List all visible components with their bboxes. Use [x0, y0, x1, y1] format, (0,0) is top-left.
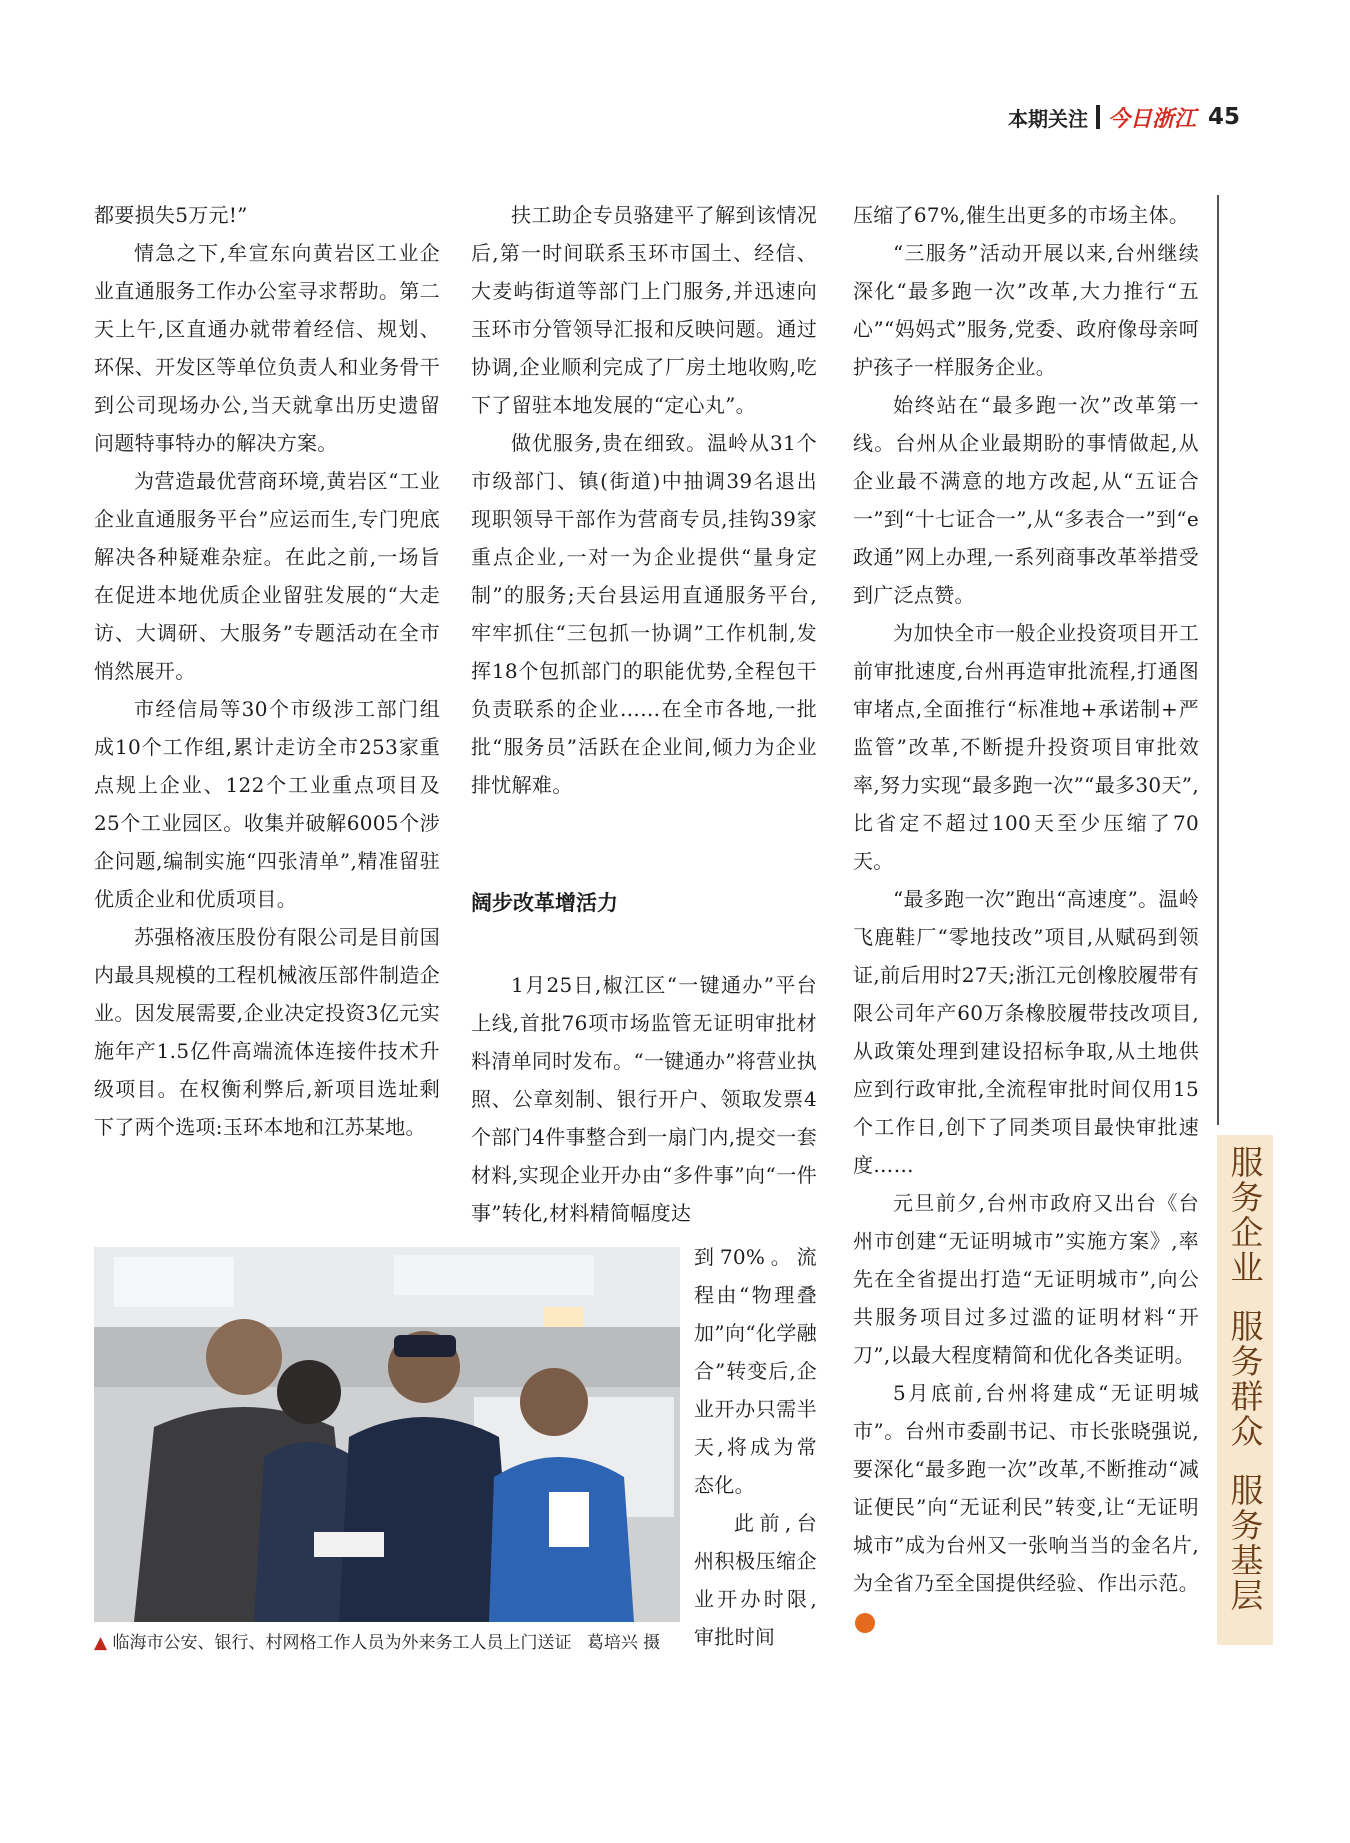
paragraph: “最多跑一次”跑出“高速度”。温岭飞鹿鞋厂“零地技改”项目,从赋码到领证,前后用时27天;浙江元创橡胶履带有限公司年产60万条橡胶履带技改项目,从政策处理到建设招标争取,从土地供应到行政审批,全流程审批时间仅用15个工作日,创下了同类项目最快审批速度…… — [853, 887, 1199, 1177]
sidebar-phrase: 服务群众 — [1225, 1309, 1265, 1449]
column-2-top — [471, 196, 817, 804]
paragraph: 压缩了67%,催生出更多的市场主体。 — [853, 203, 1190, 227]
caption-text: 临海市公安、银行、村网格工作人员为外来务工人员上门送证 — [112, 1633, 572, 1653]
page-header — [1008, 102, 1240, 132]
caption-credit: 葛培兴 摄 — [586, 1633, 661, 1653]
section-heading: 阔步改革增活力 — [471, 891, 618, 915]
paragraph: 苏强格液压股份有限公司是目前国内最具规模的工程机械液压部件制造企业。因发展需要,企业决定投资3亿元实施年产1.5亿件高端流体连接件技术升级项目。在权衡利弊后,新项目选址剩下了两个选项:玉环本地和江苏某地。 — [94, 925, 440, 1139]
column-2-bottom — [471, 966, 817, 1232]
brand-logo: 今日浙江 — [1107, 105, 1196, 132]
paragraph: 此前,台州积极压缩企业开办时限,审批时间 — [694, 1511, 817, 1649]
column-1 — [94, 196, 440, 1146]
paragraph: “三服务”活动开展以来,台州继续深化“最多跑一次”改革,大力推行“五心”“妈妈式”服务,党委、政府像母亲呵护孩子一样服务企业。 — [853, 241, 1199, 379]
end-mark-icon — [855, 1613, 875, 1633]
paragraph: 扶工助企专员骆建平了解到该情况后,第一时间联系玉环市国土、经信、大麦屿街道等部门上门服务,并迅速向玉环市分管领导汇报和反映问题。通过协调,企业顺利完成了厂房土地收购,吃下了留驻本地发展的“定心丸”。 — [471, 203, 817, 417]
paragraph: 为营造最优营商环境,黄岩区“工业企业直通服务平台”应运而生,专门兜底解决各种疑难杂症。在此之前,一场旨在促进本地优质企业留驻发展的“大走访、大调研、大服务”专题活动在全市悄然展开。 — [94, 469, 440, 683]
photo-caption — [94, 1628, 694, 1653]
paragraph: 1月25日,椒江区“一键通办”平台上线,首批76项市场监管无证明审批材料清单同时发布。“一键通办”将营业执照、公章刻制、银行开户、领取发票4个部门4件事整合到一扇门内,提交一套材料,实现企业开办由“多件事”向“一件事”转化,材料精简幅度达 — [471, 973, 817, 1225]
sidebar-phrase: 服务企业 — [1225, 1145, 1265, 1285]
paragraph: 市经信局等30个市级涉工部门组成10个工作组,累计走访全市253家重点规上企业、122个工业重点项目及25个工业园区。收集并破解6005个涉企问题,编制实施“四张清单”,精准留驻优质企业和优质项目。 — [94, 697, 440, 911]
header-divider — [1096, 105, 1100, 129]
paragraph: 元旦前夕,台州市政府又出台《台州市创建“无证明城市”实施方案》,率先在全省提出打造“无证明城市”,向公共服务项目过多过滥的证明材料“开刀”,以最大程度精简和优化各类证明。 — [853, 1191, 1199, 1367]
sidebar-phrase: 服务基层 — [1225, 1473, 1265, 1613]
paragraph: 做优服务,贵在细致。温岭从31个市级部门、镇(街道)中抽调39名退出现职领导干部作为营商专员,挂钩39家重点企业,一对一为企业提供“量身定制”的服务;天台县运用直通服务平台,牢牢抓住“三包抓一协调”工作机制,发挥18个包抓部门的职能优势,全程包干负责联系的企业……在全市各地,一批批“服务员”活跃在企业间,倾力为企业排忧解难。 — [471, 431, 817, 797]
sidebar-banner — [1217, 1135, 1273, 1645]
article-photo — [94, 1247, 680, 1622]
paragraph: 都要损失5万元!” — [94, 203, 248, 227]
paragraph: 为加快全市一般企业投资项目开工前审批速度,台州再造审批流程,打通图审堵点,全面推行“标准地+承诺制+严监管”改革,不断提升投资项目审批效率,努力实现“最多跑一次”“最多30天”,比省定不超过100天至少压缩了70天。 — [853, 621, 1199, 873]
paragraph: 情急之下,牟宣东向黄岩区工业企业直通服务工作办公室寻求帮助。第二天上午,区直通办就带着经信、规划、环保、开发区等单位负责人和业务骨干到公司现场办公,当天就拿出历史遗留问题特事特办的解决方案。 — [94, 241, 440, 455]
section-label: 本期关注 — [1007, 106, 1088, 131]
vertical-rule — [1217, 195, 1219, 1125]
sidebar-text — [1222, 1135, 1269, 1645]
last-paragraph-text: 5月底前,台州将建成“无证明城市”。台州市委副书记、市长张晓强说,要深化“最多跑一次”改革,不断推动“减证便民”向“无证利民”转变,让“无证明城市”成为台州又一张响当当的金名片,为全省乃至全国提供经验、作出示范。 — [853, 1381, 1199, 1595]
column-2-narrow — [694, 1238, 817, 1656]
paragraph: 始终站在“最多跑一次”改革第一线。台州从企业最期盼的事情做起,从企业最不满意的地方改起,从“五证合一”到“十七证合一”,从“多表合一”到“e政通”网上办理,一系列商事改革举措受到广泛点赞。 — [853, 393, 1199, 607]
paragraph — [853, 1374, 1199, 1640]
column-3 — [853, 196, 1199, 1640]
page-number: 45 — [1207, 104, 1240, 130]
paragraph: 到70%。流程由“物理叠加”向“化学融合”转变后,企业开办只需半天,将成为常态化。 — [694, 1245, 817, 1497]
caption-marker-icon: ▲ — [94, 1633, 108, 1653]
